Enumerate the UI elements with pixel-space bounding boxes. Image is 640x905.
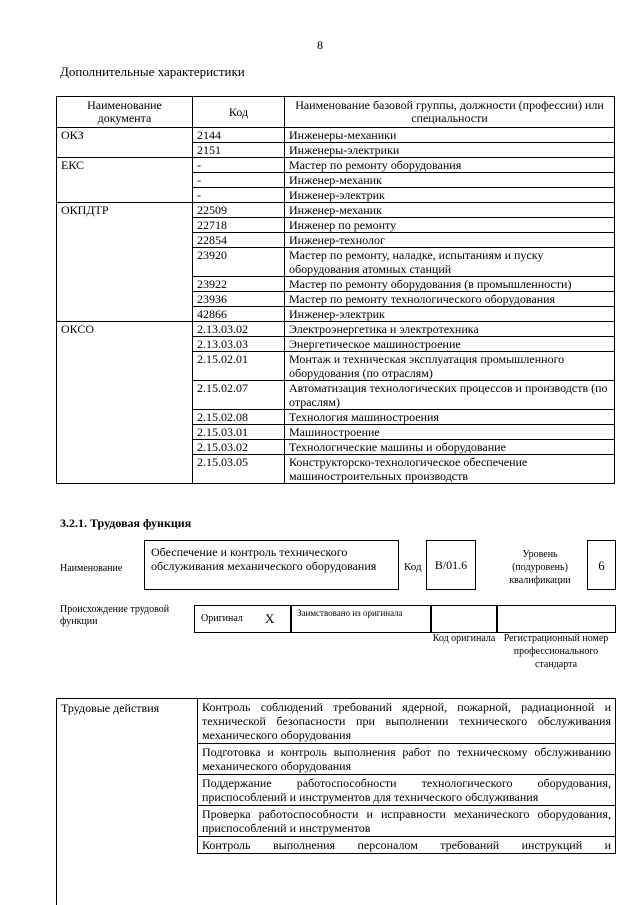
section-title: 3.2.1. Трудовая функция (60, 516, 192, 530)
occupation-cell: Инженер-электрик (285, 188, 615, 203)
document-cell (57, 173, 193, 188)
table-row (57, 322, 615, 337)
header-group-name: Наименование базовой группы, должности (профессии) или специальности (285, 97, 615, 128)
occupation-cell: Инженер-механик (285, 173, 615, 188)
occupation-cell: Монтаж и техническая эксплуатация промышленного оборудования (по отраслям) (285, 352, 615, 381)
labor-action-item: Контроль соблюдений требований ядерной, пожарной, радиационной и технической безопасности при выполнении технического обслуживания механического оборудования (198, 699, 616, 744)
document-cell (57, 440, 193, 455)
code-cell: 2.15.03.02 (193, 440, 285, 455)
code-cell: 2.15.02.07 (193, 381, 285, 410)
occupation-cell: Технологические машины и оборудование (285, 440, 615, 455)
occupation-cell: Мастер по ремонту, наладке, испытаниям и пуску оборудования атомных станций (285, 248, 615, 277)
occupation-cell: Инженер-технолог (285, 233, 615, 248)
document-cell (57, 292, 193, 307)
document-cell (57, 352, 193, 381)
document-cell (57, 307, 193, 322)
level-box (587, 540, 616, 590)
occupation-cell: Конструкторско-технологическое обеспечение машиностроительных производств (285, 455, 615, 484)
occupation-cell: Мастер по ремонту технологического оборудования (285, 292, 615, 307)
table-row (57, 425, 615, 440)
table-row (57, 158, 615, 173)
table-row (57, 381, 615, 410)
document-cell: ЕКС (57, 158, 193, 173)
code-cell: 2.15.03.05 (193, 455, 285, 484)
function-name-value: Обеспечение и контроль технического обслуживания механического оборудования (151, 545, 377, 573)
code-cell: 22854 (193, 233, 285, 248)
document-cell (57, 143, 193, 158)
table-row (57, 188, 615, 203)
occupation-cell: Технология машиностроения (285, 410, 615, 425)
occupation-cell: Электроэнергетика и электротехника (285, 322, 615, 337)
table-row (198, 699, 616, 744)
code-label: Код (404, 561, 422, 573)
additional-characteristics-table (56, 96, 615, 484)
code-cell: 2.15.02.01 (193, 352, 285, 381)
occupation-cell: Автоматизация технологических процессов и производств (по отраслям) (285, 381, 615, 410)
table-row (57, 233, 615, 248)
table-row (57, 218, 615, 233)
document-cell (57, 248, 193, 277)
code-cell: 2.15.02.08 (193, 410, 285, 425)
occupation-cell: Энергетическое машиностроение (285, 337, 615, 352)
occupation-cell: Мастер по ремонту оборудования (285, 158, 615, 173)
actions-label: Трудовые действия (61, 701, 160, 715)
code-cell: 2.13.03.03 (193, 337, 285, 352)
level-label: Уровень (подуровень) квалификации (509, 549, 571, 586)
original-mark: X (265, 611, 275, 626)
table-row (57, 307, 615, 322)
table-row (198, 806, 616, 837)
page-number: 8 (317, 38, 323, 52)
function-name-box (144, 540, 399, 590)
function-code-box (426, 540, 476, 590)
table-row (57, 455, 615, 484)
occupation-cell: Инженер-механик (285, 203, 615, 218)
code-cell: - (193, 173, 285, 188)
code-cell: 2144 (193, 128, 285, 143)
labor-actions-table (197, 698, 616, 854)
actions-label-cell (56, 698, 197, 905)
document-cell: ОКЗ (57, 128, 193, 143)
document-cell (57, 410, 193, 425)
document-cell (57, 233, 193, 248)
code-cell: - (193, 158, 285, 173)
table-body (57, 128, 615, 484)
document-cell (57, 218, 193, 233)
document-cell (57, 277, 193, 292)
document-cell: ОКПДТР (57, 203, 193, 218)
table-row (198, 775, 616, 806)
document-cell (57, 188, 193, 203)
document-cell (57, 455, 193, 484)
table-row (57, 248, 615, 277)
occupation-cell: Инженер по ремонту (285, 218, 615, 233)
document-cell: ОКСО (57, 322, 193, 337)
occupation-cell: Инженер-электрик (285, 307, 615, 322)
original-label: Оригинал (201, 613, 243, 624)
borrowed-label: Заимствовано из оригинала (297, 608, 403, 618)
function-code-value: В/01.6 (434, 558, 468, 572)
code-cell: 23922 (193, 277, 285, 292)
reg-number-label: Регистрационный номер профессионального стандарта (503, 633, 609, 670)
borrowed-box (290, 605, 432, 633)
table-row (57, 143, 615, 158)
name-label: Наименование (60, 563, 123, 574)
labor-action-item: Поддержание работоспособности технологического оборудования, приспособлений и инструментов для технического обслуживания (198, 775, 616, 806)
header-document: Наименование документа (57, 97, 193, 128)
occupation-cell: Мастер по ремонту оборудования (в промышленности) (285, 277, 615, 292)
code-cell: 22718 (193, 218, 285, 233)
labor-actions-body (198, 699, 616, 854)
labor-action-item: Проверка работоспособности и исправности механического оборудования, приспособлений и инструментов (198, 806, 616, 837)
table-row (57, 128, 615, 143)
labor-action-item: Контроль выполнения персоналом требований инструкций и (198, 837, 616, 854)
code-cell: 2.13.03.02 (193, 322, 285, 337)
origin-code-box (430, 605, 498, 633)
code-cell: 2.15.03.01 (193, 425, 285, 440)
header-code: Код (193, 97, 285, 128)
code-cell: 23936 (193, 292, 285, 307)
origin-code-label: Код оригинала (432, 633, 496, 644)
table-row (57, 410, 615, 425)
code-cell: 23920 (193, 248, 285, 277)
labor-action-item: Подготовка и контроль выполнения работ по техническому обслуживанию механического оборудования (198, 744, 616, 775)
occupation-cell: Инженеры-электрики (285, 143, 615, 158)
origin-label: Происхождение трудовой функции (60, 604, 170, 627)
table-row (57, 352, 615, 381)
additional-characteristics-heading: Дополнительные характеристики (60, 64, 245, 79)
table-row (57, 203, 615, 218)
occupation-cell: Машиностроение (285, 425, 615, 440)
code-cell: 22509 (193, 203, 285, 218)
table-row (57, 292, 615, 307)
reg-number-box (496, 605, 616, 633)
document-cell (57, 337, 193, 352)
original-box (194, 605, 292, 633)
document-cell (57, 425, 193, 440)
table-row (57, 173, 615, 188)
table-row (57, 277, 615, 292)
document-cell (57, 381, 193, 410)
level-value: 6 (598, 558, 605, 573)
occupation-cell: Инженеры-механики (285, 128, 615, 143)
code-cell: 2151 (193, 143, 285, 158)
table-row (198, 744, 616, 775)
table-row (198, 837, 616, 854)
code-cell: 42866 (193, 307, 285, 322)
code-cell: - (193, 188, 285, 203)
table-row (57, 440, 615, 455)
table-row (57, 337, 615, 352)
